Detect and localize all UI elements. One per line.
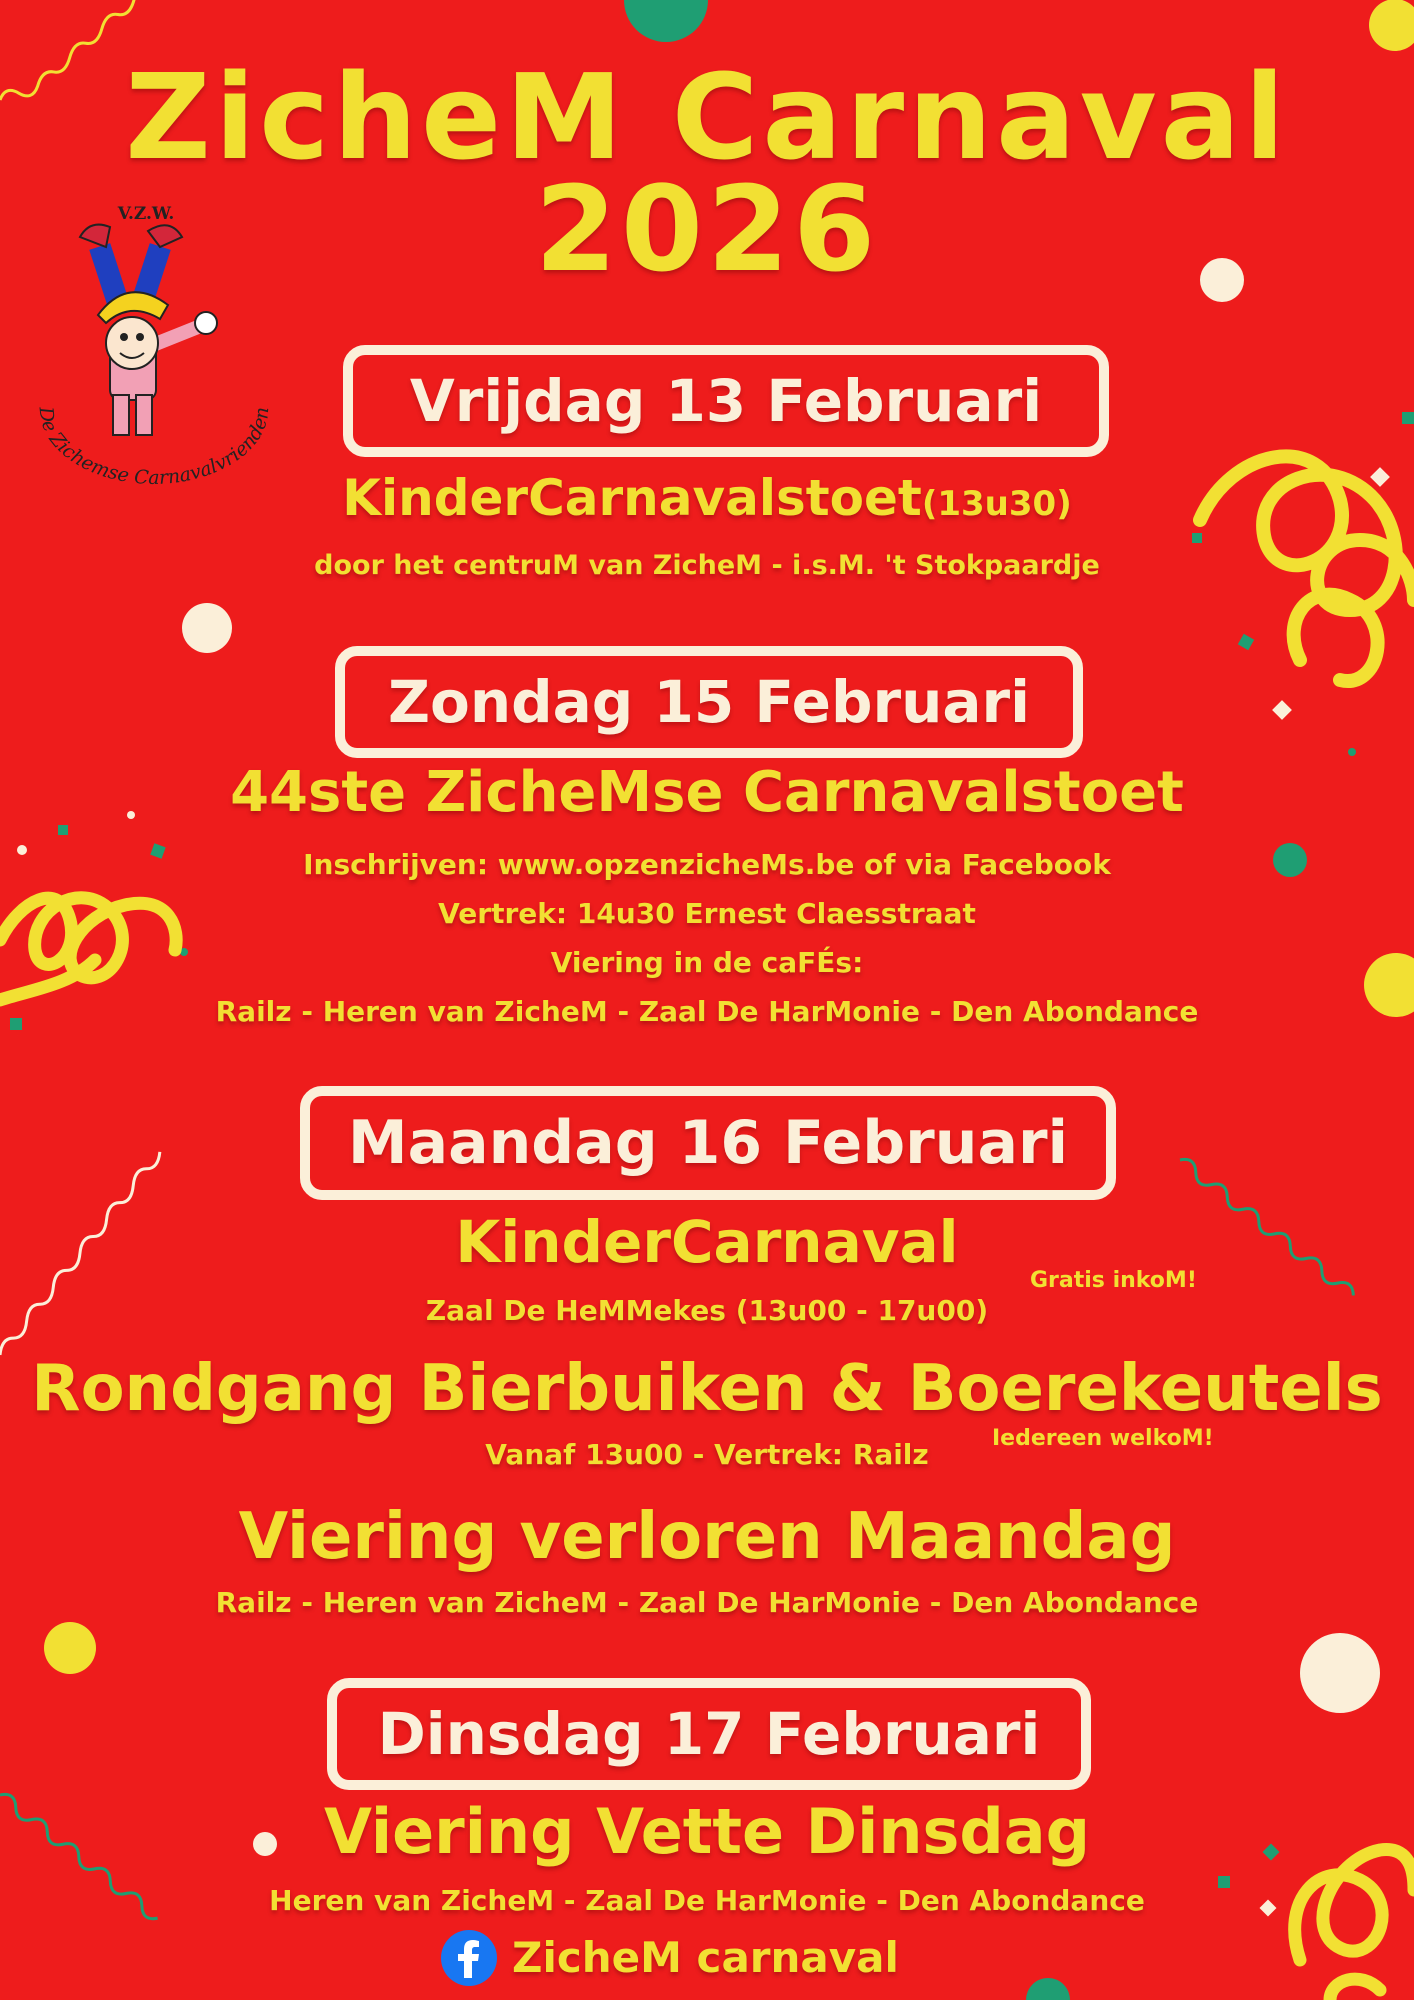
circle-green-bottom	[1026, 1978, 1070, 2000]
date-box-monday	[300, 1086, 1116, 1200]
poster-year: 2026	[534, 160, 880, 298]
event-rondgang: Rondgang Bierbuiken & Boerekeutels	[31, 1352, 1383, 1426]
circle-yellow-top-right	[1369, 0, 1414, 51]
event-carnavalstoet-venues: Railz - Heren van ZicheM - Zaal De HarMonie - Den Abondance	[215, 995, 1199, 1028]
date-sunday: Zondag 15 Februari	[387, 668, 1031, 736]
event-carnavalstoet-celebration-label: Viering in de caFÉs:	[550, 946, 864, 979]
event-vette-dinsdag-venues: Heren van ZicheM - Zaal De HarMonie - Den Abondance	[269, 1884, 1145, 1917]
event-kindercarnavalstoet-details: door het centruM van ZicheM - i.s.M. 't Stokpaardje	[314, 550, 1100, 581]
event-carnavalstoet-departure: Vertrek: 14u30 Ernest Claesstraat	[438, 897, 976, 930]
event-kindercarnaval-details: Zaal De HeMMekes (13u00 - 17u00)	[425, 1294, 989, 1327]
date-tuesday: Dinsdag 17 Februari	[377, 1700, 1041, 1768]
event-rondgang-note: Iedereen welkoM!	[992, 1426, 1214, 1451]
circle-cream-right	[1300, 1633, 1380, 1713]
logo-club-name: De Zichemse Carnavalvrienden	[34, 405, 274, 485]
event-verloren-maandag-venues: Railz - Heren van ZicheM - Zaal De HarMonie - Den Abondance	[215, 1586, 1199, 1619]
facebook-icon	[441, 1930, 497, 1986]
event-rondgang-details: Vanaf 13u00 - Vertrek: Railz	[485, 1438, 929, 1471]
date-box-tuesday	[327, 1678, 1091, 1790]
event-kindercarnavalstoet-time: (13u30)	[921, 484, 1072, 524]
poster-title: ZicheM Carnaval	[125, 48, 1289, 186]
logo-vzw-text: V.Z.W.	[117, 204, 175, 224]
date-box-friday	[343, 345, 1109, 457]
facebook-page-label[interactable]: ZicheM carnaval	[512, 1933, 899, 1982]
date-monday: Maandag 16 Februari	[347, 1108, 1069, 1178]
date-friday: Vrijdag 13 Februari	[409, 367, 1043, 435]
event-verloren-maandag: Viering verloren Maandag	[238, 1500, 1176, 1574]
event-vette-dinsdag: Viering Vette Dinsdag	[323, 1795, 1091, 1868]
circle-cream-2	[182, 603, 232, 653]
circle-green-top	[624, 0, 708, 42]
event-carnavalstoet-registration: Inschrijven: www.opzenzicheMs.be of via Facebook	[303, 848, 1111, 881]
circle-yellow-left	[44, 1622, 96, 1674]
event-kindercarnaval-note: Gratis inkoM!	[1030, 1268, 1197, 1293]
event-kindercarnaval: KinderCarnaval	[455, 1208, 959, 1276]
date-box-sunday	[335, 646, 1083, 758]
event-kindercarnavalstoet	[0, 468, 1414, 534]
event-carnavalstoet: 44ste ZicheMse Carnavalstoet	[230, 760, 1184, 825]
streamer-bottom-right	[1295, 1850, 1414, 2000]
event-kindercarnavalstoet-name: KinderCarnavalstoet	[342, 469, 922, 527]
